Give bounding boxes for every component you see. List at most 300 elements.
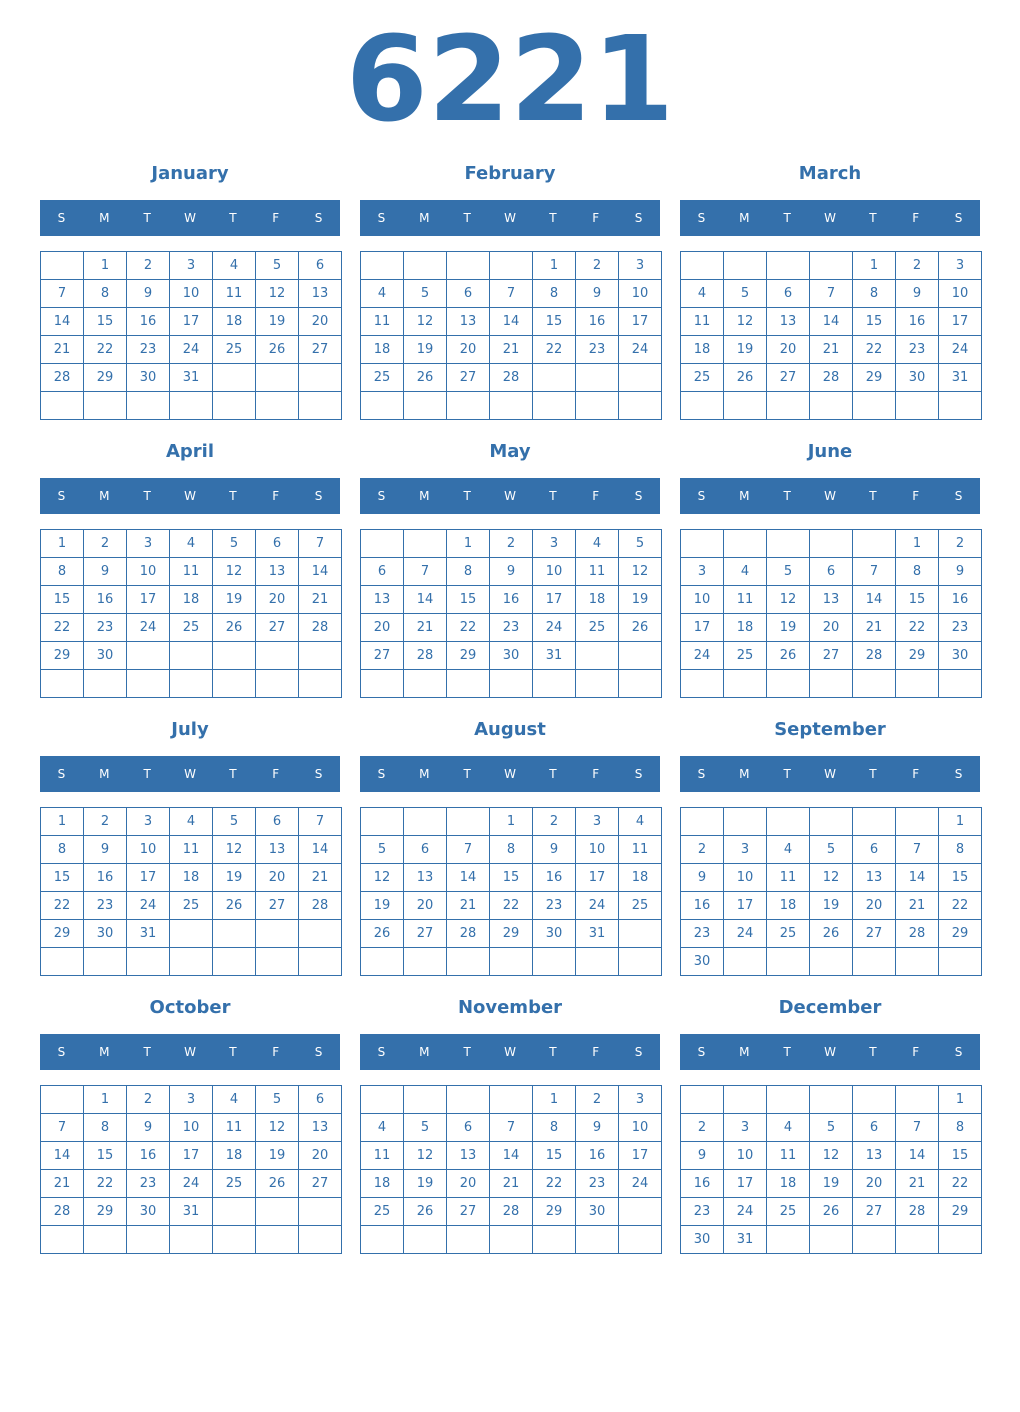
day-cell: 25 bbox=[212, 335, 256, 364]
day-grid bbox=[40, 251, 341, 420]
empty-cell bbox=[360, 391, 404, 420]
empty-cell bbox=[532, 669, 576, 698]
day-cell: 10 bbox=[169, 279, 213, 308]
day-cell: 17 bbox=[532, 585, 576, 614]
weekday-label: T bbox=[463, 211, 471, 225]
day-cell: 27 bbox=[360, 641, 404, 670]
empty-cell bbox=[680, 669, 724, 698]
weekday-header bbox=[680, 756, 980, 792]
day-cell: 12 bbox=[212, 557, 256, 586]
day-cell: 8 bbox=[895, 557, 939, 586]
empty-cell bbox=[212, 947, 256, 976]
weekday-label: S bbox=[377, 489, 386, 503]
empty-cell bbox=[766, 947, 810, 976]
empty-cell bbox=[83, 1225, 127, 1254]
day-cell: 6 bbox=[852, 1113, 896, 1142]
day-cell: 7 bbox=[40, 279, 84, 308]
day-cell: 5 bbox=[809, 835, 853, 864]
day-cell: 7 bbox=[403, 557, 447, 586]
day-cell: 1 bbox=[938, 807, 982, 836]
day-cell: 9 bbox=[532, 835, 576, 864]
empty-cell bbox=[169, 669, 213, 698]
empty-cell bbox=[532, 363, 576, 392]
day-cell: 16 bbox=[126, 307, 170, 336]
day-cell: 3 bbox=[126, 529, 170, 558]
day-cell: 11 bbox=[766, 1141, 810, 1170]
day-cell: 12 bbox=[809, 1141, 853, 1170]
empty-cell bbox=[255, 1197, 299, 1226]
day-cell: 25 bbox=[212, 1169, 256, 1198]
day-cell: 4 bbox=[212, 1085, 256, 1114]
day-cell: 26 bbox=[809, 1197, 853, 1226]
day-cell: 28 bbox=[40, 1197, 84, 1226]
day-cell: 29 bbox=[83, 1197, 127, 1226]
day-cell: 1 bbox=[40, 807, 84, 836]
day-cell: 1 bbox=[40, 529, 84, 558]
day-cell: 26 bbox=[255, 335, 299, 364]
day-cell: 28 bbox=[895, 919, 939, 948]
day-cell: 29 bbox=[446, 641, 490, 670]
empty-cell bbox=[575, 363, 619, 392]
day-cell: 4 bbox=[360, 279, 404, 308]
month-november bbox=[360, 997, 660, 1257]
day-cell: 19 bbox=[766, 613, 810, 642]
day-cell: 26 bbox=[723, 363, 767, 392]
day-cell: 19 bbox=[360, 891, 404, 920]
day-cell: 23 bbox=[83, 891, 127, 920]
day-cell: 1 bbox=[532, 251, 576, 280]
weekday-label: S bbox=[377, 767, 386, 781]
day-cell: 14 bbox=[895, 863, 939, 892]
empty-cell bbox=[298, 363, 342, 392]
day-grid bbox=[40, 807, 341, 976]
day-cell: 20 bbox=[298, 1141, 342, 1170]
empty-cell bbox=[809, 669, 853, 698]
weekday-label: F bbox=[592, 211, 600, 225]
day-cell: 8 bbox=[489, 835, 533, 864]
weekday-label: M bbox=[99, 1045, 110, 1059]
empty-cell bbox=[575, 391, 619, 420]
day-cell: 2 bbox=[83, 529, 127, 558]
day-cell: 13 bbox=[298, 1113, 342, 1142]
day-cell: 5 bbox=[618, 529, 662, 558]
day-cell: 26 bbox=[212, 613, 256, 642]
day-grid bbox=[680, 807, 981, 976]
day-cell: 11 bbox=[575, 557, 619, 586]
day-cell: 28 bbox=[298, 891, 342, 920]
day-cell: 21 bbox=[298, 585, 342, 614]
weekday-label: T bbox=[143, 489, 151, 503]
day-cell: 25 bbox=[618, 891, 662, 920]
day-cell: 18 bbox=[169, 585, 213, 614]
day-cell: 2 bbox=[575, 251, 619, 280]
day-cell: 16 bbox=[938, 585, 982, 614]
weekday-header bbox=[360, 478, 660, 514]
day-cell: 9 bbox=[83, 557, 127, 586]
day-cell: 27 bbox=[766, 363, 810, 392]
day-cell: 24 bbox=[575, 891, 619, 920]
weekday-label: T bbox=[783, 489, 791, 503]
month-january bbox=[40, 163, 340, 423]
day-cell: 4 bbox=[212, 251, 256, 280]
weekday-label: T bbox=[869, 1045, 877, 1059]
day-cell: 25 bbox=[766, 1197, 810, 1226]
day-cell: 31 bbox=[169, 1197, 213, 1226]
day-cell: 18 bbox=[360, 1169, 404, 1198]
day-grid bbox=[40, 529, 341, 698]
day-cell: 2 bbox=[532, 807, 576, 836]
weekday-label: S bbox=[634, 489, 643, 503]
day-cell: 4 bbox=[723, 557, 767, 586]
weekday-label: W bbox=[504, 1045, 516, 1059]
weekday-label: W bbox=[824, 767, 836, 781]
weekday-header bbox=[680, 200, 980, 236]
weekday-label: W bbox=[184, 767, 196, 781]
day-cell: 16 bbox=[680, 891, 724, 920]
day-cell: 10 bbox=[618, 279, 662, 308]
weekday-label: S bbox=[954, 1045, 963, 1059]
day-cell: 18 bbox=[575, 585, 619, 614]
empty-cell bbox=[40, 1225, 84, 1254]
day-cell: 12 bbox=[618, 557, 662, 586]
weekday-label: T bbox=[229, 1045, 237, 1059]
day-cell: 27 bbox=[298, 335, 342, 364]
day-cell: 2 bbox=[895, 251, 939, 280]
day-cell: 12 bbox=[403, 1141, 447, 1170]
day-cell: 22 bbox=[40, 613, 84, 642]
day-cell: 19 bbox=[809, 891, 853, 920]
day-cell: 3 bbox=[618, 251, 662, 280]
day-cell: 14 bbox=[403, 585, 447, 614]
weekday-label: S bbox=[634, 767, 643, 781]
year-title: 6221 bbox=[345, 10, 675, 148]
day-cell: 20 bbox=[255, 863, 299, 892]
day-cell: 3 bbox=[575, 807, 619, 836]
day-cell: 29 bbox=[532, 1197, 576, 1226]
day-cell: 11 bbox=[360, 307, 404, 336]
day-cell: 23 bbox=[532, 891, 576, 920]
day-cell: 26 bbox=[766, 641, 810, 670]
empty-cell bbox=[895, 947, 939, 976]
empty-cell bbox=[766, 391, 810, 420]
day-cell: 19 bbox=[255, 1141, 299, 1170]
month-may bbox=[360, 441, 660, 701]
day-cell: 24 bbox=[126, 891, 170, 920]
day-cell: 13 bbox=[766, 307, 810, 336]
weekday-label: W bbox=[184, 1045, 196, 1059]
empty-cell bbox=[360, 1085, 404, 1114]
day-cell: 29 bbox=[83, 363, 127, 392]
empty-cell bbox=[938, 391, 982, 420]
day-cell: 13 bbox=[852, 863, 896, 892]
day-cell: 21 bbox=[40, 1169, 84, 1198]
empty-cell bbox=[895, 807, 939, 836]
weekday-label: F bbox=[272, 211, 280, 225]
day-cell: 31 bbox=[126, 919, 170, 948]
day-cell: 26 bbox=[212, 891, 256, 920]
day-cell: 8 bbox=[938, 1113, 982, 1142]
empty-cell bbox=[809, 1225, 853, 1254]
weekday-header bbox=[40, 756, 340, 792]
empty-cell bbox=[489, 391, 533, 420]
day-cell: 4 bbox=[766, 1113, 810, 1142]
empty-cell bbox=[618, 1225, 662, 1254]
weekday-header bbox=[40, 1034, 340, 1070]
day-cell: 30 bbox=[680, 947, 724, 976]
empty-cell bbox=[852, 1225, 896, 1254]
day-cell: 28 bbox=[852, 641, 896, 670]
day-cell: 25 bbox=[680, 363, 724, 392]
empty-cell bbox=[809, 391, 853, 420]
weekday-label: W bbox=[824, 1045, 836, 1059]
day-cell: 13 bbox=[852, 1141, 896, 1170]
day-cell: 15 bbox=[446, 585, 490, 614]
empty-cell bbox=[489, 947, 533, 976]
weekday-label: T bbox=[463, 1045, 471, 1059]
day-cell: 28 bbox=[403, 641, 447, 670]
day-cell: 25 bbox=[766, 919, 810, 948]
month-august bbox=[360, 719, 660, 979]
day-cell: 11 bbox=[723, 585, 767, 614]
empty-cell bbox=[766, 1225, 810, 1254]
day-cell: 31 bbox=[575, 919, 619, 948]
weekday-label: S bbox=[954, 767, 963, 781]
day-cell: 25 bbox=[575, 613, 619, 642]
day-cell: 19 bbox=[723, 335, 767, 364]
day-cell: 10 bbox=[618, 1113, 662, 1142]
empty-cell bbox=[723, 947, 767, 976]
day-grid bbox=[360, 807, 661, 976]
day-cell: 16 bbox=[680, 1169, 724, 1198]
day-cell: 15 bbox=[938, 863, 982, 892]
day-cell: 8 bbox=[852, 279, 896, 308]
day-cell: 27 bbox=[255, 613, 299, 642]
empty-cell bbox=[532, 1225, 576, 1254]
day-cell: 1 bbox=[852, 251, 896, 280]
empty-cell bbox=[532, 391, 576, 420]
weekday-label: S bbox=[377, 211, 386, 225]
weekday-label: W bbox=[824, 211, 836, 225]
day-cell: 24 bbox=[618, 335, 662, 364]
empty-cell bbox=[809, 529, 853, 558]
empty-cell bbox=[403, 1225, 447, 1254]
day-cell: 22 bbox=[532, 335, 576, 364]
day-cell: 11 bbox=[212, 279, 256, 308]
day-cell: 28 bbox=[446, 919, 490, 948]
day-cell: 2 bbox=[938, 529, 982, 558]
day-cell: 3 bbox=[680, 557, 724, 586]
day-cell: 12 bbox=[403, 307, 447, 336]
day-cell: 19 bbox=[255, 307, 299, 336]
day-cell: 20 bbox=[852, 891, 896, 920]
day-cell: 27 bbox=[852, 919, 896, 948]
empty-cell bbox=[766, 1085, 810, 1114]
empty-cell bbox=[680, 251, 724, 280]
empty-cell bbox=[809, 1085, 853, 1114]
weekday-label: T bbox=[549, 1045, 557, 1059]
day-cell: 5 bbox=[403, 279, 447, 308]
weekday-label: M bbox=[739, 1045, 750, 1059]
day-cell: 8 bbox=[83, 1113, 127, 1142]
day-cell: 1 bbox=[489, 807, 533, 836]
day-cell: 21 bbox=[489, 1169, 533, 1198]
day-cell: 25 bbox=[723, 641, 767, 670]
day-cell: 16 bbox=[83, 585, 127, 614]
day-cell: 22 bbox=[40, 891, 84, 920]
empty-cell bbox=[40, 947, 84, 976]
day-cell: 10 bbox=[938, 279, 982, 308]
day-cell: 12 bbox=[766, 585, 810, 614]
weekday-header bbox=[360, 756, 660, 792]
day-cell: 7 bbox=[298, 529, 342, 558]
day-cell: 13 bbox=[446, 307, 490, 336]
day-cell: 30 bbox=[680, 1225, 724, 1254]
day-cell: 4 bbox=[766, 835, 810, 864]
day-cell: 17 bbox=[938, 307, 982, 336]
day-cell: 7 bbox=[489, 279, 533, 308]
day-cell: 9 bbox=[126, 279, 170, 308]
empty-cell bbox=[618, 947, 662, 976]
day-cell: 7 bbox=[446, 835, 490, 864]
empty-cell bbox=[723, 669, 767, 698]
day-cell: 24 bbox=[126, 613, 170, 642]
day-cell: 14 bbox=[298, 835, 342, 864]
empty-cell bbox=[40, 391, 84, 420]
empty-cell bbox=[489, 1225, 533, 1254]
day-cell: 2 bbox=[680, 1113, 724, 1142]
weekday-label: T bbox=[229, 211, 237, 225]
day-cell: 23 bbox=[489, 613, 533, 642]
empty-cell bbox=[852, 947, 896, 976]
weekday-header bbox=[680, 1034, 980, 1070]
day-cell: 29 bbox=[852, 363, 896, 392]
day-cell: 20 bbox=[360, 613, 404, 642]
day-cell: 20 bbox=[852, 1169, 896, 1198]
day-cell: 3 bbox=[126, 807, 170, 836]
weekday-label: W bbox=[504, 767, 516, 781]
day-cell: 17 bbox=[126, 585, 170, 614]
weekday-label: T bbox=[549, 211, 557, 225]
day-cell: 16 bbox=[575, 307, 619, 336]
empty-cell bbox=[169, 641, 213, 670]
day-cell: 3 bbox=[532, 529, 576, 558]
day-cell: 17 bbox=[618, 307, 662, 336]
weekday-label: S bbox=[314, 211, 323, 225]
day-cell: 10 bbox=[532, 557, 576, 586]
day-cell: 31 bbox=[723, 1225, 767, 1254]
day-cell: 7 bbox=[298, 807, 342, 836]
day-cell: 2 bbox=[83, 807, 127, 836]
weekday-label: F bbox=[592, 489, 600, 503]
weekday-label: W bbox=[504, 489, 516, 503]
day-cell: 18 bbox=[212, 307, 256, 336]
weekday-label: T bbox=[783, 767, 791, 781]
day-cell: 18 bbox=[169, 863, 213, 892]
empty-cell bbox=[618, 669, 662, 698]
day-cell: 27 bbox=[809, 641, 853, 670]
day-cell: 7 bbox=[489, 1113, 533, 1142]
weekday-label: M bbox=[739, 767, 750, 781]
day-cell: 5 bbox=[766, 557, 810, 586]
empty-cell bbox=[126, 1225, 170, 1254]
empty-cell bbox=[83, 669, 127, 698]
weekday-label: W bbox=[184, 211, 196, 225]
day-cell: 11 bbox=[360, 1141, 404, 1170]
day-cell: 13 bbox=[298, 279, 342, 308]
weekday-label: M bbox=[419, 767, 430, 781]
empty-cell bbox=[255, 919, 299, 948]
day-cell: 7 bbox=[40, 1113, 84, 1142]
empty-cell bbox=[809, 251, 853, 280]
empty-cell bbox=[723, 1085, 767, 1114]
day-cell: 7 bbox=[809, 279, 853, 308]
day-cell: 13 bbox=[446, 1141, 490, 1170]
weekday-label: S bbox=[57, 1045, 66, 1059]
day-cell: 15 bbox=[40, 863, 84, 892]
day-cell: 20 bbox=[446, 335, 490, 364]
weekday-label: M bbox=[99, 211, 110, 225]
day-cell: 4 bbox=[360, 1113, 404, 1142]
empty-cell bbox=[126, 641, 170, 670]
day-cell: 30 bbox=[126, 1197, 170, 1226]
day-cell: 15 bbox=[532, 1141, 576, 1170]
day-cell: 30 bbox=[126, 363, 170, 392]
day-cell: 11 bbox=[766, 863, 810, 892]
day-cell: 1 bbox=[83, 1085, 127, 1114]
empty-cell bbox=[618, 363, 662, 392]
empty-cell bbox=[298, 919, 342, 948]
empty-cell bbox=[618, 391, 662, 420]
day-cell: 6 bbox=[360, 557, 404, 586]
day-cell: 13 bbox=[403, 863, 447, 892]
day-cell: 15 bbox=[852, 307, 896, 336]
day-cell: 8 bbox=[446, 557, 490, 586]
month-title: March bbox=[798, 163, 862, 184]
empty-cell bbox=[360, 669, 404, 698]
day-cell: 31 bbox=[169, 363, 213, 392]
empty-cell bbox=[575, 947, 619, 976]
day-cell: 10 bbox=[126, 557, 170, 586]
empty-cell bbox=[446, 669, 490, 698]
day-cell: 21 bbox=[895, 1169, 939, 1198]
day-cell: 20 bbox=[403, 891, 447, 920]
empty-cell bbox=[403, 807, 447, 836]
day-cell: 14 bbox=[298, 557, 342, 586]
day-cell: 2 bbox=[126, 1085, 170, 1114]
day-cell: 5 bbox=[255, 251, 299, 280]
weekday-label: M bbox=[99, 489, 110, 503]
day-cell: 20 bbox=[446, 1169, 490, 1198]
day-cell: 8 bbox=[532, 1113, 576, 1142]
day-cell: 5 bbox=[403, 1113, 447, 1142]
day-cell: 28 bbox=[809, 363, 853, 392]
day-cell: 31 bbox=[532, 641, 576, 670]
day-cell: 3 bbox=[723, 1113, 767, 1142]
weekday-label: T bbox=[783, 211, 791, 225]
day-cell: 12 bbox=[255, 279, 299, 308]
day-cell: 1 bbox=[938, 1085, 982, 1114]
day-cell: 4 bbox=[169, 529, 213, 558]
day-cell: 6 bbox=[766, 279, 810, 308]
empty-cell bbox=[403, 391, 447, 420]
day-cell: 25 bbox=[169, 891, 213, 920]
day-cell: 12 bbox=[255, 1113, 299, 1142]
weekday-label: W bbox=[184, 489, 196, 503]
empty-cell bbox=[298, 391, 342, 420]
month-title: July bbox=[171, 719, 209, 740]
empty-cell bbox=[895, 1225, 939, 1254]
day-grid bbox=[680, 251, 981, 420]
